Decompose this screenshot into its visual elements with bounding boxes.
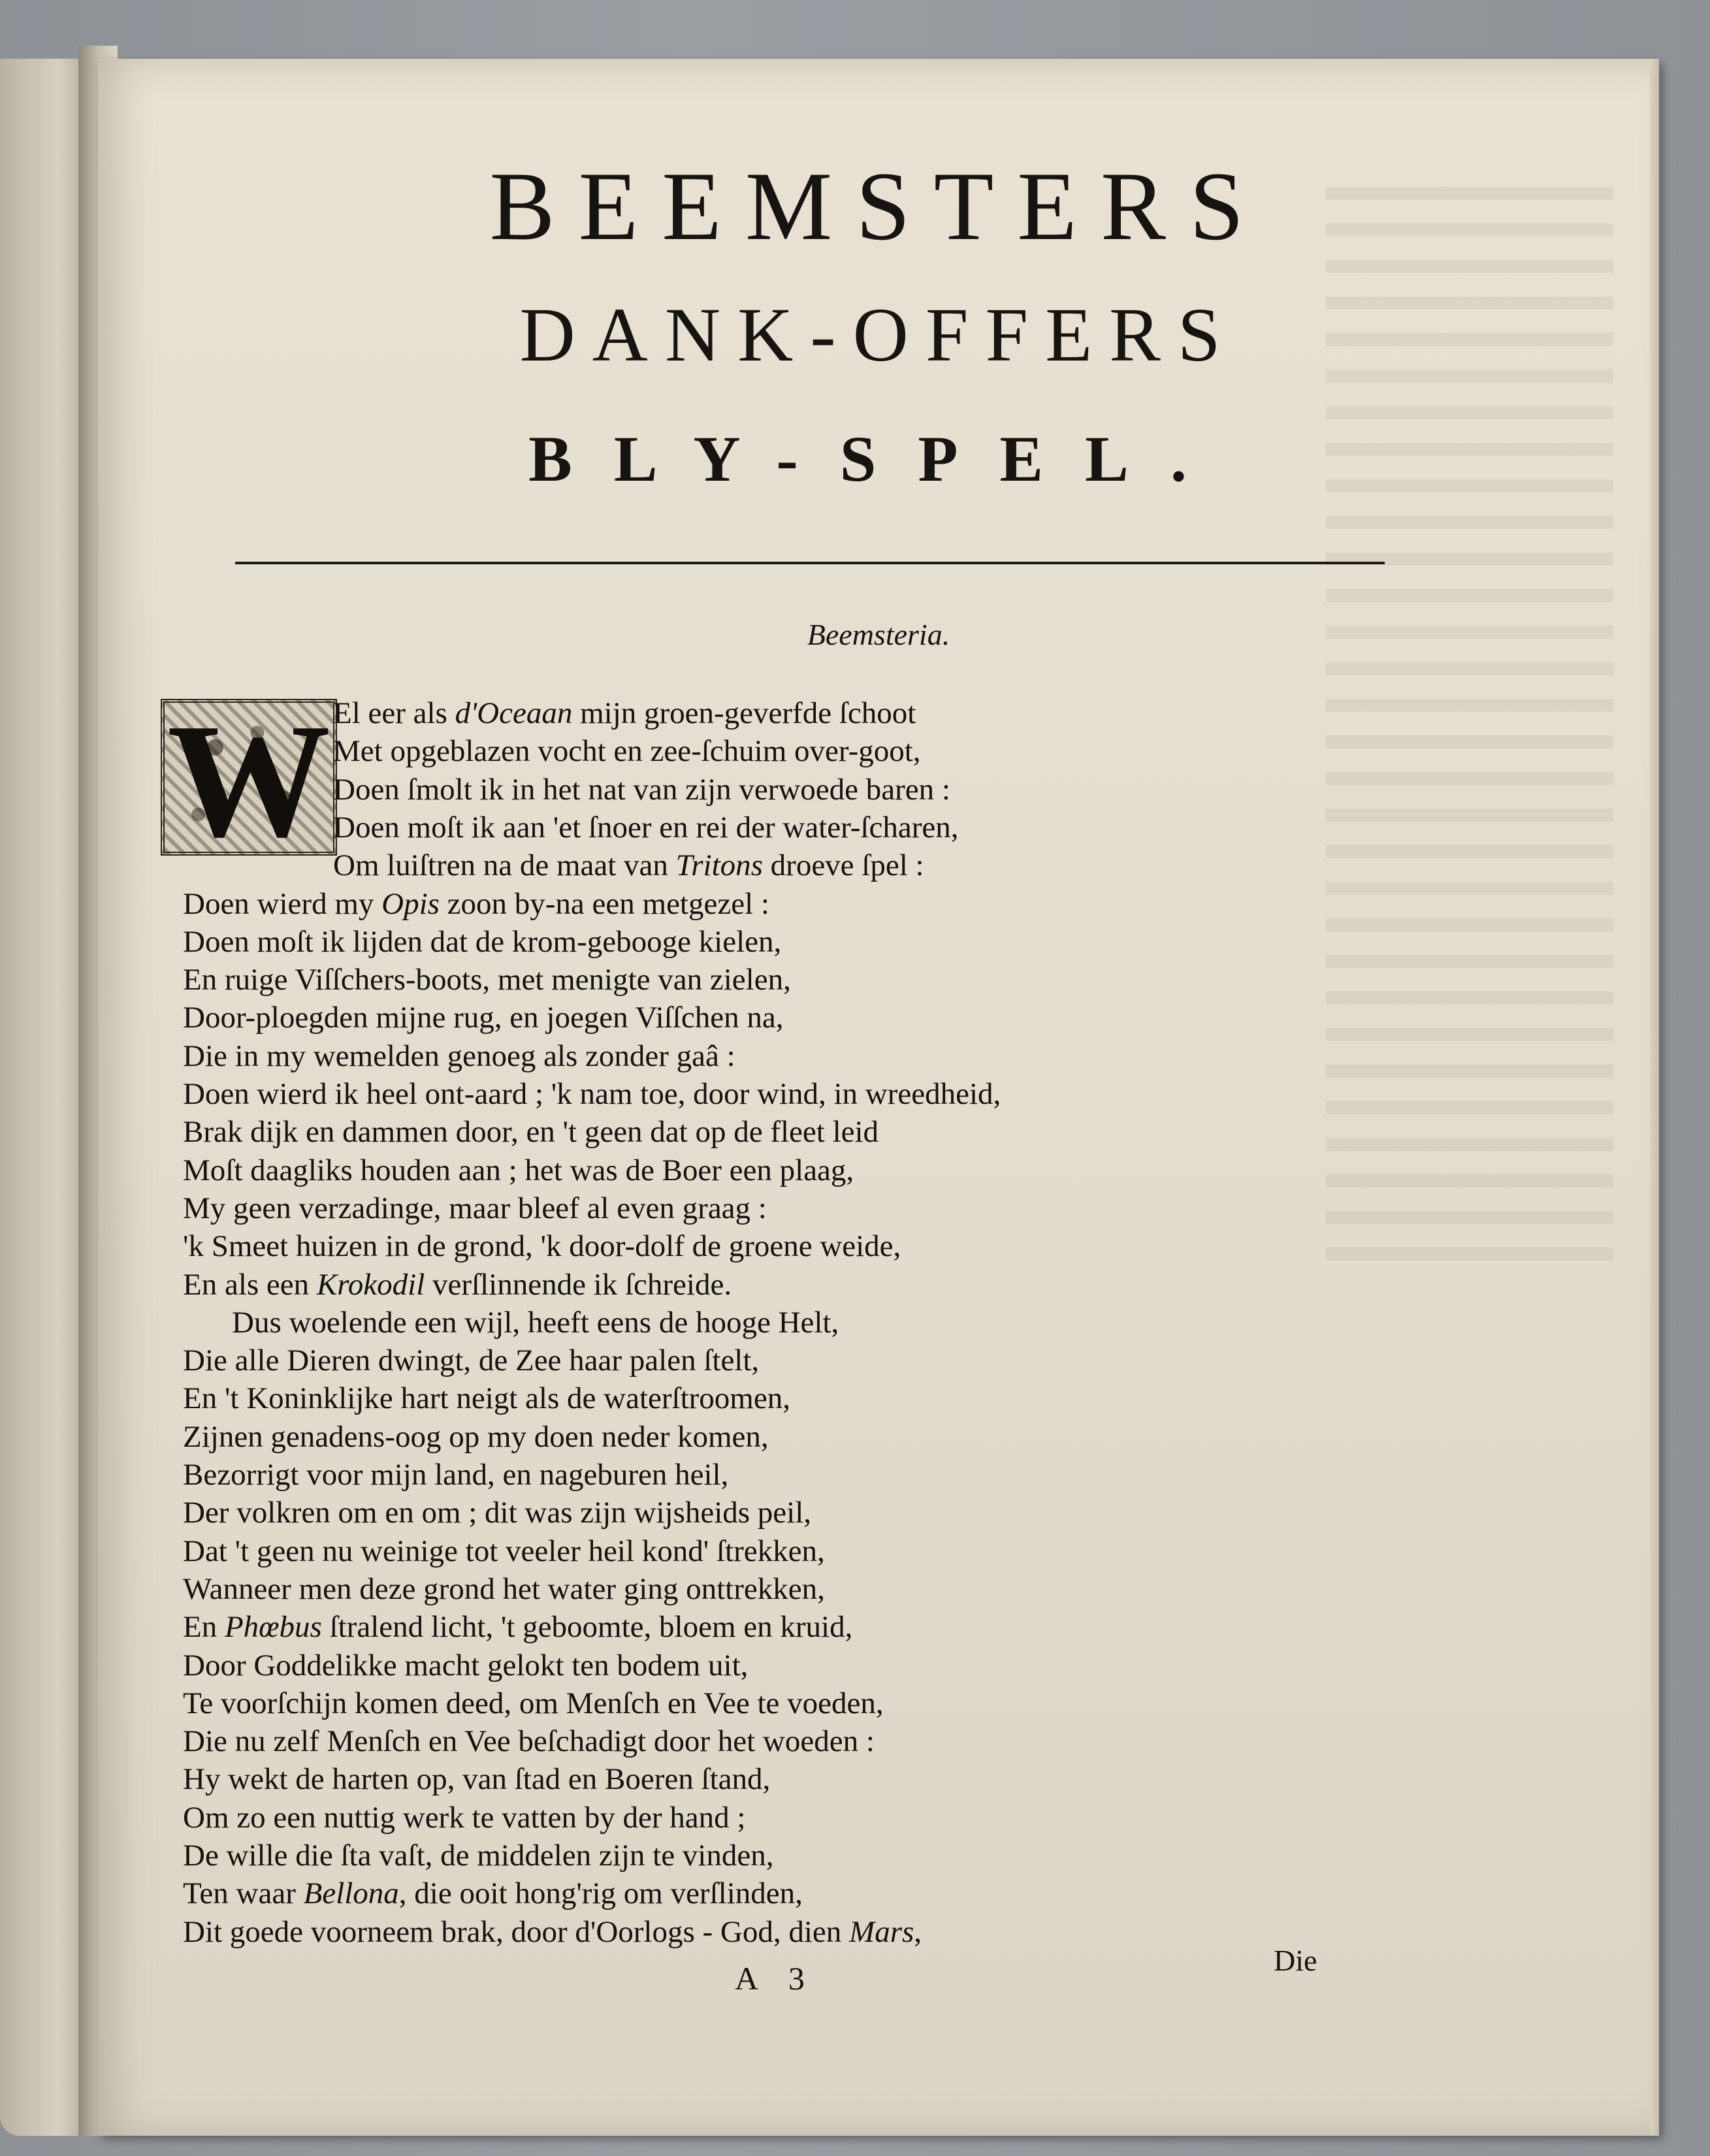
right-page bbox=[98, 59, 1659, 2136]
verse-line bbox=[183, 924, 781, 959]
verse-line bbox=[183, 1495, 811, 1530]
verse-text: Dus woelende een wijl, heeft eens de hooge Helt, bbox=[232, 1306, 839, 1340]
verse-text: Brak dijk en dammen door, en 't geen dat op de fleet leid bbox=[183, 1115, 879, 1149]
verse-line bbox=[183, 1267, 732, 1302]
verse-text: Doen moſt ik aan 'et ſnoer en rei der water-ſcharen, bbox=[333, 811, 959, 845]
verse-text: ſtralend licht, 't geboomte, bloem en kruid, bbox=[321, 1610, 853, 1644]
italic-name: Phœbus bbox=[224, 1610, 322, 1644]
verse-text: Bezorrigt voor mijn land, en nageburen heil, bbox=[183, 1458, 729, 1492]
verse-text: verſlinnende ik ſchreide. bbox=[425, 1268, 732, 1302]
title-line-3: BLY-SPEL. bbox=[528, 423, 1229, 495]
verse-text: En bbox=[183, 1610, 225, 1644]
verse-text: Met opgeblazen vocht en zee-ſchuim over-goot, bbox=[333, 734, 921, 768]
italic-name: Opis bbox=[381, 887, 440, 921]
italic-name: Bellona bbox=[303, 1876, 399, 1910]
verse-text: Door-ploegden mijne rug, en joegen Viſſchen na, bbox=[183, 1001, 784, 1035]
italic-name: Krokodil bbox=[316, 1268, 425, 1302]
verse-text: Moſt daagliks houden aan ; het was de Boer een plaag, bbox=[183, 1153, 854, 1187]
verse-text: Doen ſmolt ik in het nat van zijn verwoede baren : bbox=[333, 773, 950, 807]
verse-text: , die ooit hong'rig om verſlinden, bbox=[398, 1876, 803, 1910]
verse-line bbox=[183, 1038, 735, 1074]
verse-text: My geen verzadinge, maar bleef al even graag : bbox=[183, 1191, 767, 1225]
title-line-1: BEEMSTERS bbox=[489, 152, 1268, 261]
verse-line bbox=[333, 696, 916, 731]
verse-text: Der volkren om en om ; dit was zijn wijsheids peil, bbox=[183, 1496, 812, 1530]
verse-text: Wanneer men deze grond het water ging onttrekken, bbox=[183, 1572, 825, 1606]
verse-text: Doen wierd ik heel ont-aard ; 'k nam toe, door wind, in wreedheid, bbox=[183, 1077, 1001, 1111]
verse-text: Die nu zelf Menſch en Vee beſchadigt door het woeden : bbox=[183, 1724, 875, 1758]
signature-mark: A 3 bbox=[735, 1960, 816, 1997]
verse-text: Ten waar bbox=[183, 1876, 304, 1910]
verse-line bbox=[183, 1076, 1001, 1112]
verse-line bbox=[183, 1838, 773, 1873]
verse-text: Dit goede voorneem brak, door d'Oorlogs - God, dien bbox=[183, 1915, 850, 1949]
verse-line bbox=[183, 1381, 790, 1416]
speaker-name: Beemsteria. bbox=[807, 618, 950, 651]
verse-line bbox=[183, 1762, 770, 1797]
verse-text: Om zo een nuttig werk te vatten by der hand ; bbox=[183, 1801, 746, 1835]
open-book bbox=[0, 20, 1672, 2142]
verse-text: Om luiſtren na de maat van bbox=[333, 848, 676, 882]
verse-line bbox=[183, 1457, 728, 1492]
verse-line bbox=[183, 1153, 854, 1188]
verse-text: Doen wierd my bbox=[183, 887, 382, 921]
verse-line bbox=[183, 886, 769, 922]
verse-line bbox=[183, 1876, 803, 1911]
verse-text: Doen moſt ik lijden dat de krom-gebooge kielen, bbox=[183, 925, 782, 959]
verse-line bbox=[333, 848, 924, 883]
verse-text: En ruige Viſſchers-boots, met menigte van zielen, bbox=[183, 963, 791, 997]
verse-text: , bbox=[914, 1915, 922, 1949]
verse-line bbox=[183, 1724, 875, 1759]
verse-line bbox=[183, 962, 791, 997]
verse-text: Door Goddelikke macht gelokt ten bodem uit, bbox=[183, 1649, 749, 1682]
verse-line bbox=[183, 1534, 825, 1569]
verse-line bbox=[183, 1343, 759, 1378]
verse-text: droeve ſpel : bbox=[762, 848, 924, 882]
italic-name: d'Oceaan bbox=[455, 696, 573, 730]
verse-line bbox=[183, 1686, 884, 1721]
verse-line bbox=[183, 1609, 852, 1645]
verse-text: 'k Smeet huizen in de grond, 'k door-dolf de groene weide, bbox=[183, 1229, 901, 1263]
verse-block bbox=[98, 59, 1659, 2136]
verse-text: De wille die ſta vaſt, de middelen zijn te vinden, bbox=[183, 1839, 774, 1873]
verse-line bbox=[183, 1114, 879, 1150]
verse-line bbox=[333, 810, 959, 845]
italic-name: Tritons bbox=[675, 848, 763, 882]
verse-text: Zijnen genadens-oog op my doen neder komen, bbox=[183, 1420, 769, 1454]
verse-line bbox=[183, 1419, 769, 1455]
verse-line bbox=[183, 1648, 748, 1683]
verse-line bbox=[183, 1000, 783, 1035]
verse-text: Dat 't geen nu weinige tot veeler heil kond' ſtrekken, bbox=[183, 1534, 825, 1568]
verse-line bbox=[232, 1305, 839, 1340]
verse-text: Die in my wemelden genoeg als zonder gaâ : bbox=[183, 1039, 735, 1073]
verse-line bbox=[333, 733, 921, 769]
verse-line bbox=[333, 772, 950, 807]
verse-text: En als een bbox=[183, 1268, 317, 1302]
verse-text: El eer als bbox=[333, 696, 455, 730]
verse-line bbox=[183, 1191, 767, 1226]
verse-line bbox=[183, 1800, 745, 1835]
catchword: Die bbox=[1274, 1944, 1317, 1977]
verse-text: Die alle Dieren dwingt, de Zee haar palen ſtelt, bbox=[183, 1343, 760, 1377]
verse-text: zoon by-na een metgezel : bbox=[439, 887, 769, 921]
verse-line bbox=[183, 1571, 825, 1607]
italic-name: Mars bbox=[849, 1915, 914, 1949]
verse-line bbox=[183, 1914, 922, 1950]
verse-text: mijn groen-geverfde ſchoot bbox=[572, 696, 916, 730]
verse-line bbox=[183, 1229, 901, 1264]
verse-text: Hy wekt de harten op, van ſtad en Boeren ſtand, bbox=[183, 1762, 771, 1796]
verse-text: En 't Koninklijke hart neigt als de waterſtroomen, bbox=[183, 1381, 790, 1415]
drop-cap-letter: W bbox=[167, 699, 331, 856]
verse-text: Te voorſchijn komen deed, om Menſch en Vee te voeden, bbox=[183, 1686, 884, 1720]
title-line-2: DANK-OFFERS bbox=[519, 292, 1238, 378]
